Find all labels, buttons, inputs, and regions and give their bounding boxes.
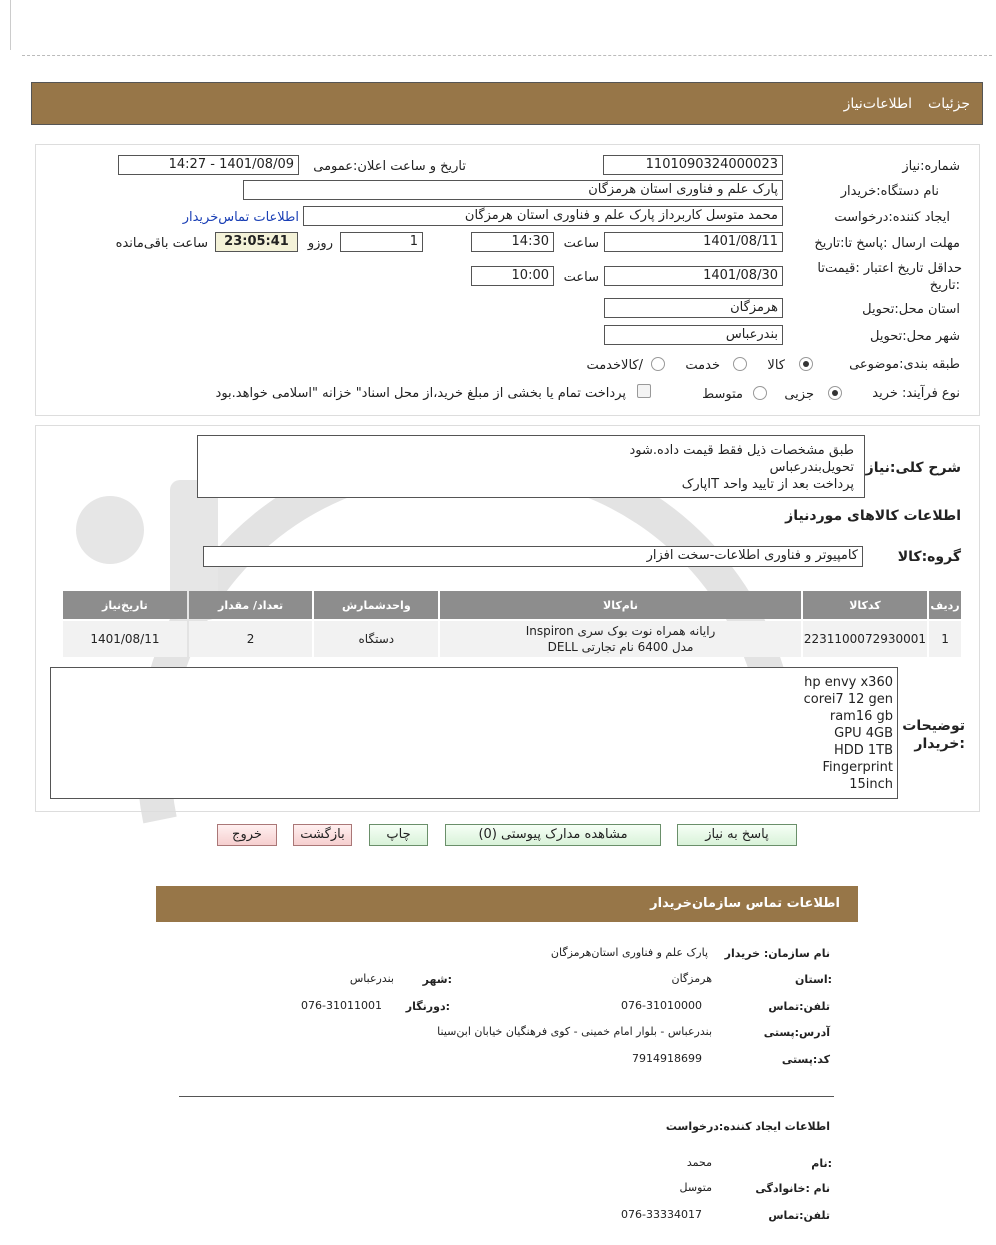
col-row: ردیف [929, 591, 961, 619]
process-partial-radio[interactable] [828, 386, 842, 400]
contact-city-label: :شهر [422, 973, 452, 986]
deadline-time-field: 14:30 [471, 232, 554, 252]
left-rule [10, 0, 11, 50]
contact-divider [179, 1096, 834, 1097]
contact-fax-label: :دورنگار [405, 1000, 450, 1013]
contact-phone-label: تلفن:تماس [768, 1000, 830, 1013]
days-field: 1 [340, 232, 423, 252]
description-line-3: پرداخت بعد از تایید واحد ITپارک [681, 477, 854, 492]
province-label: استان محل:تحویل [862, 302, 960, 317]
cell-name-line-1: رایانه همراه نوت بوک سری Inspiron [525, 624, 716, 638]
creator-header: اطلاعات ایجاد کننده:درخواست [665, 1120, 830, 1133]
note-line: hp envy x360 [804, 675, 893, 690]
col-unit: واحدشمارش [314, 591, 438, 619]
deadline-time-label: ساعت [563, 236, 599, 251]
note-line: Fingerprint [822, 760, 893, 775]
goods-table [61, 589, 963, 659]
treasury-payment-checkbox[interactable] [637, 384, 651, 398]
process-label: نوع فرآیند: خرید [872, 386, 960, 401]
col-code: کدکالا [803, 591, 927, 619]
note-line: GPU 4GB [834, 726, 893, 741]
category-service-label: خدمت [685, 358, 720, 373]
requester-label: ایجاد کننده:درخواست [834, 210, 950, 225]
tab-need-info[interactable]: اطلاعات‌نیاز [843, 96, 912, 112]
category-goods-radio[interactable] [799, 357, 813, 371]
announce-label: تاریخ و ساعت اعلان:عمومی [313, 159, 466, 174]
contact-header [156, 886, 858, 922]
validity-time-field: 10:00 [471, 266, 554, 286]
category-label: طبقه بندی:موضوعی [849, 357, 960, 372]
creator-phone-label: تلفن:تماس [768, 1209, 830, 1222]
requester-field: محمد متوسل کاربرداز پارک علم و فناوری استان هرمزگان [303, 206, 783, 226]
org-value: پارک علم و فناوری استان‌هرمزگان [550, 946, 708, 959]
category-service-radio[interactable] [733, 357, 747, 371]
description-line-1: طبق مشخصات ذیل فقط قیمت داده.شود [629, 443, 854, 458]
contact-header-title: اطلاعات تماس سازمان‌خریدار [650, 896, 840, 911]
creator-phone-value: 076-33334017 [621, 1208, 702, 1221]
cell-date: 1401/08/11 [63, 621, 187, 657]
need-number-label: شماره:نیاز [902, 159, 960, 174]
buyer-notes-label-2: :خریدار [914, 736, 965, 752]
buyer-field: پارک علم و فناوری استان هرمزگان [243, 180, 783, 200]
note-line: 15inch [849, 777, 893, 792]
goods-group-label: گروه:کالا [897, 549, 961, 565]
announce-field: 1401/08/09 - 14:27 [118, 155, 299, 175]
deadline-label: مهلت ارسال :پاسخ تا:تاریخ [814, 236, 960, 251]
validity-time-label: ساعت [563, 270, 599, 285]
page-header [31, 82, 983, 125]
creator-name-value: محمد [686, 1156, 712, 1169]
contact-province-label: :استان [795, 973, 832, 986]
city-field: بندرعباس [604, 325, 783, 345]
description-box [197, 435, 865, 498]
goods-table-header [63, 591, 961, 619]
contact-address-label: آدرس:پستی [763, 1026, 830, 1039]
cell-row: 1 [929, 621, 961, 657]
city-label: شهر محل:تحویل [870, 329, 960, 344]
validity-label-2: :تاریخ [929, 278, 960, 293]
deadline-date-field: 1401/08/11 [604, 232, 783, 252]
cell-name-line-2: مدل 6400 نام تجارتی DELL [547, 640, 694, 654]
buyer-notes-label: توضیحات [902, 718, 965, 734]
cell-qty: 2 [189, 621, 313, 657]
creator-family-label: نام :خانوادگی [755, 1182, 830, 1195]
buyer-label: نام دستگاه:خریدار [840, 184, 939, 199]
category-goods-label: کالا [767, 358, 785, 373]
attachments-button[interactable]: مشاهده مدارک پیوستی (0) [445, 824, 661, 846]
contact-phone-value: 076-31010000 [621, 999, 702, 1012]
note-line: HDD 1TB [833, 743, 893, 758]
goods-group-field: کامپیوتر و فناوری اطلاعات-سخت افزار [203, 546, 863, 567]
days-label: روزو [307, 236, 333, 251]
validity-date-field: 1401/08/30 [604, 266, 783, 286]
cell-unit: دستگاه [314, 621, 438, 657]
remaining-time-field: 23:05:41 [215, 232, 298, 252]
contact-fax-value: 076-31011001 [301, 999, 382, 1012]
col-qty: تعداد/ مقدار [189, 591, 313, 619]
contact-address-value: بندرعباس - بلوار امام خمینی - کوی فرهنگیان خیابان ابن‌سینا [437, 1025, 712, 1038]
contact-province-value: هرمزگان [671, 972, 712, 985]
tab-details[interactable]: جزئیات [928, 96, 970, 112]
process-medium-radio[interactable] [753, 386, 767, 400]
validity-label: حداقل تاریخ اعتبار :قیمت‌تا [817, 261, 962, 276]
col-date: تاریخ‌نیاز [63, 591, 187, 619]
description-line-2: تحویل‌بندرعباس [769, 460, 854, 475]
buyer-contact-link[interactable]: اطلاعات تماس‌خریدار [182, 210, 299, 225]
table-row [63, 621, 961, 657]
remaining-label: ساعت باقی‌مانده [115, 236, 208, 251]
print-button[interactable]: چاپ [369, 824, 428, 846]
contact-postal-value: 7914918699 [632, 1052, 702, 1065]
col-name: نام‌کالا [440, 591, 801, 619]
creator-family-value: متوسل [679, 1181, 712, 1194]
note-line: corei7 12 gen [803, 692, 893, 707]
back-button[interactable]: بازگشت [293, 824, 352, 846]
category-goods-service-label: /کالاخدمت [586, 358, 643, 373]
category-goods-service-radio[interactable] [651, 357, 665, 371]
buyer-notes-box [50, 667, 898, 799]
need-number-field: 1101090324000023 [603, 155, 783, 175]
contact-postal-label: کد:پستی [781, 1053, 830, 1066]
note-line: ram16 gb [829, 709, 893, 724]
contact-city-value: بندرعباس [349, 972, 394, 985]
top-divider [22, 55, 992, 56]
exit-button[interactable]: خروج [217, 824, 277, 846]
org-label: نام سازمان: خریدار [724, 947, 830, 960]
creator-name-label: :نام [811, 1157, 832, 1170]
treasury-payment-note: پرداخت تمام یا بخشی از مبلغ خرید،از محل اسناد" خزانه "اسلامی خواهد.بود [215, 386, 626, 401]
process-medium-label: متوسط [702, 387, 743, 402]
description-label: شرح کلی:نیاز [865, 460, 961, 476]
reply-button[interactable]: پاسخ به نیاز [677, 824, 797, 846]
cell-code: 2231100072930001 [803, 621, 927, 657]
cell-name [440, 621, 801, 657]
province-field: هرمزگان [604, 298, 783, 318]
process-partial-label: جزیی [784, 387, 814, 402]
goods-section-title: اطلاعات کالاهای موردنیاز [785, 508, 961, 524]
